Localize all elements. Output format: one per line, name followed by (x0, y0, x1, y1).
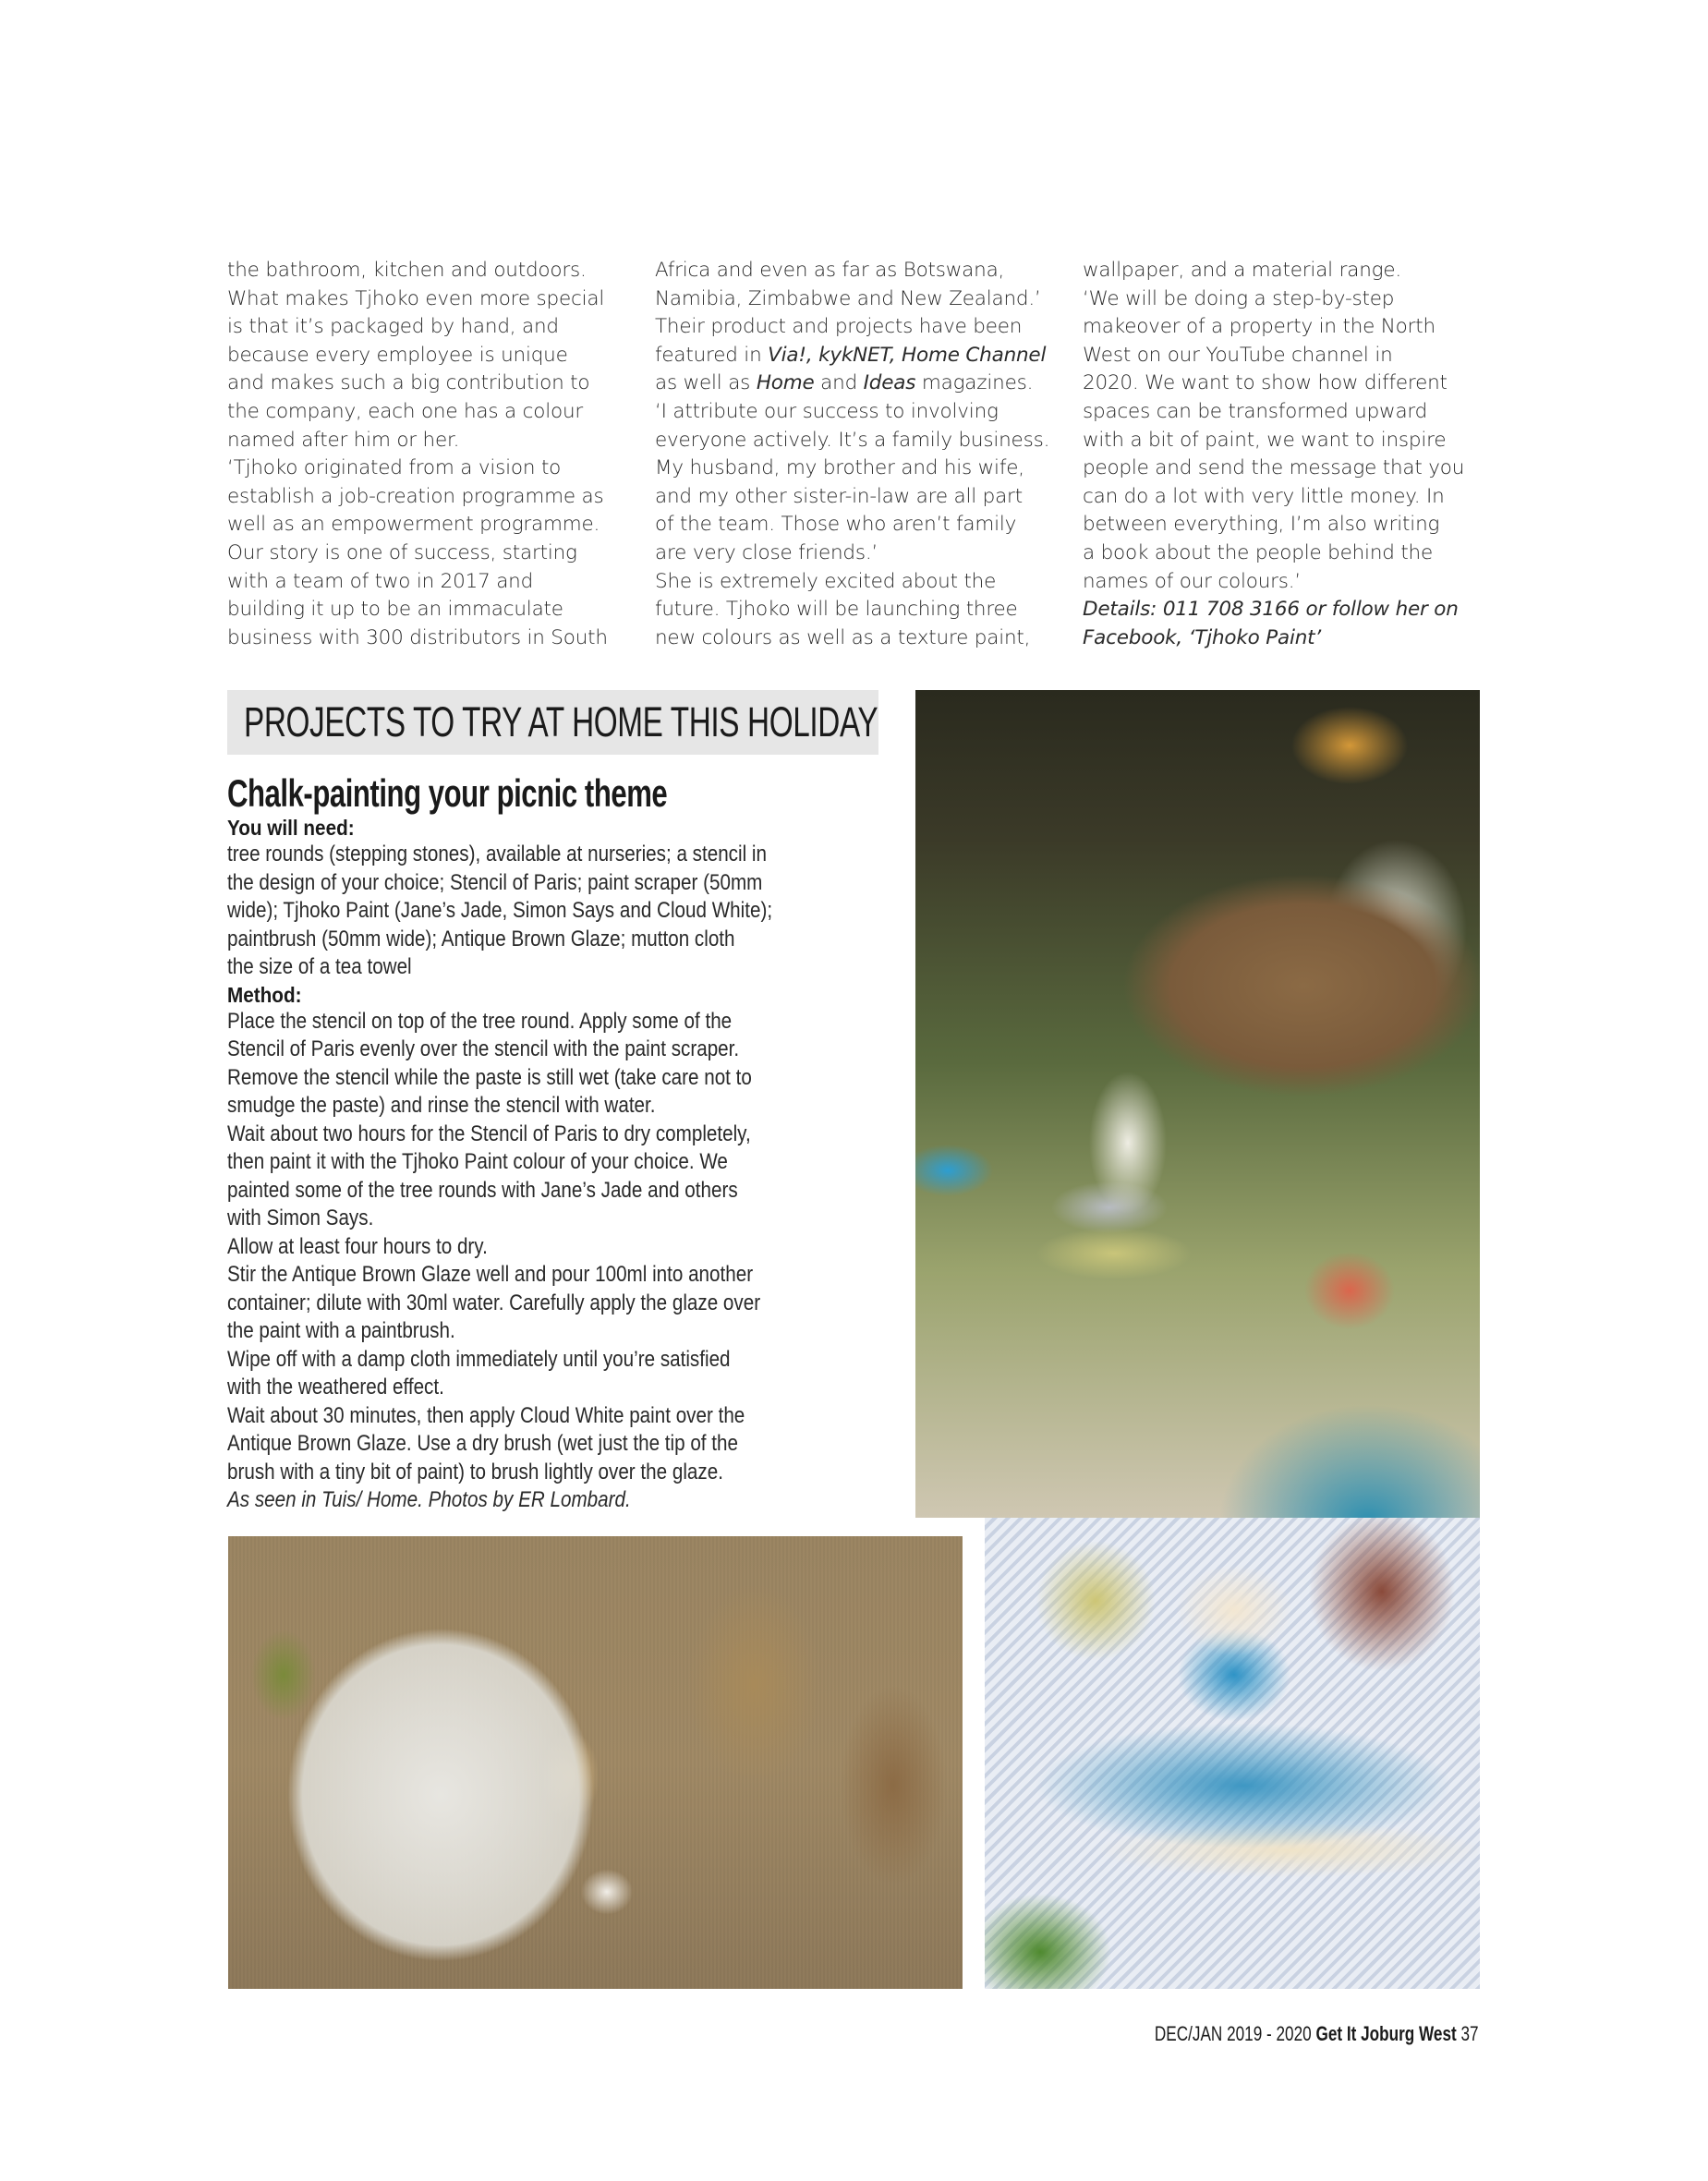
method-line: Wipe off with a damp cloth immediately until you’re satisfied (227, 1346, 731, 1372)
text-line: West on our YouTube channel in (1083, 343, 1393, 367)
needs-line: paintbrush (50mm wide); Antique Brown Glaze; mutton cloth (227, 926, 735, 951)
method-line: painted some of the tree rounds with Jane’s Jade and others (227, 1177, 738, 1203)
needs-label: You will need: (227, 816, 355, 840)
text-line: because every employee is unique (227, 343, 568, 367)
section-title: PROJECTS TO TRY AT HOME THIS HOLIDAY (244, 698, 878, 745)
text-span: featured in (655, 343, 769, 367)
text-line: future. Tjhoko will be launching three (655, 598, 1018, 622)
method-label: Method: (227, 982, 302, 1007)
method-line: Remove the stencil while the paste is still wet (take care not to (227, 1064, 752, 1090)
text-line: My husband, my brother and his wife, (655, 456, 1024, 480)
text-line: and my other sister-in-law are all part (655, 484, 1023, 508)
method-line: brush with a tiny bit of paint) to brush lightly over the glaze. (227, 1459, 723, 1484)
text-line: of the team. Those who aren’t family (655, 513, 1017, 537)
italic-media-names: Via!, kykNET, Home Channel (768, 343, 1047, 367)
italic-ideas: Ideas (863, 371, 916, 395)
text-line: with a bit of paint, we want to inspire (1083, 428, 1447, 452)
text-line: spaces can be transformed upward (1083, 399, 1428, 423)
text-line: well as an empowerment programme. (227, 513, 600, 537)
method-steps (227, 1008, 892, 1515)
text-line-magazines (655, 370, 1061, 398)
needs-line: the design of your choice; Stencil of Paris; paint scraper (50mm (227, 869, 763, 895)
method-line: Stencil of Paris evenly over the stencil with the paint scraper. (227, 1036, 740, 1061)
section-heading-bar (227, 690, 878, 755)
method-line: Wait about 30 minutes, then apply Cloud White paint over the (227, 1402, 745, 1428)
text-line: everyone actively. It’s a family business. (655, 428, 1050, 452)
italic-home: Home (756, 371, 815, 395)
method-line: Wait about two hours for the Stencil of Paris to dry completely, (227, 1121, 751, 1146)
needs-line: tree rounds (stepping stones), available at nurseries; a stencil in (227, 842, 767, 866)
picnic-photo (915, 690, 1480, 1518)
text-line: Our story is one of success, starting (227, 540, 577, 564)
picnic-photo-lower (985, 1518, 1480, 1989)
method-line: smudge the paste) and rinse the stencil with water. (227, 1093, 656, 1118)
text-line: new colours as well as a texture paint, (655, 625, 1031, 649)
text-line: Their product and projects have been (655, 315, 1023, 339)
project-recipe (227, 772, 892, 1515)
text-line: between everything, I’m also writing (1083, 513, 1440, 537)
text-line: can do a lot with very little money. In (1083, 484, 1445, 508)
contact-details: Details: 011 708 3166 or follow her on (1083, 598, 1459, 622)
text-line: She is extremely excited about the (655, 569, 997, 593)
publication-name: Get It Joburg West (1315, 2022, 1458, 2045)
method-line: Allow at least four hours to dry. (227, 1233, 488, 1259)
text-span: as well as (655, 371, 757, 395)
needs-line: the size of a tea towel (227, 954, 412, 979)
text-line: ‘We will be doing a step-by-step (1083, 286, 1395, 310)
needs-line: wide); Tjhoko Paint (Jane’s Jade, Simon Says and Cloud White); (227, 898, 773, 923)
text-line: Namibia, Zimbabwe and New Zealand.’ (655, 286, 1041, 310)
article-column-3 (1083, 257, 1489, 652)
text-line: makeover of a property in the North (1083, 315, 1435, 339)
page-number: 37 (1460, 2022, 1479, 2045)
article-column-2 (655, 257, 1061, 652)
method-line: Antique Brown Glaze. Use a dry brush (wet just the tip of the (227, 1431, 738, 1456)
text-line: ‘Tjhoko originated from a vision to (227, 456, 562, 480)
recipe-title: Chalk-painting your picnic theme (227, 771, 668, 815)
text-line: building it up to be an immaculate (227, 598, 563, 622)
photo-credit: As seen in Tuis/ Home. Photos by ER Lombard. (227, 1487, 631, 1512)
method-line: with Simon Says. (227, 1206, 374, 1230)
issue-date: DEC/JAN 2019 - 2020 (1155, 2022, 1313, 2045)
text-line: names of our colours.’ (1083, 569, 1302, 593)
text-span: and (814, 371, 864, 395)
text-line: ‘I attribute our success to involving (655, 399, 999, 423)
text-line: and makes such a big contribution to (227, 371, 590, 395)
method-line: Place the stencil on top of the tree round. Apply some of the (227, 1008, 733, 1034)
method-line: with the weathered effect. (227, 1375, 444, 1399)
article-column-1 (227, 257, 634, 652)
text-line: are very close friends.’ (655, 540, 878, 564)
text-line: establish a job-creation programme as (227, 484, 604, 508)
text-line: the bathroom, kitchen and outdoors. (227, 259, 587, 282)
needs-list (227, 841, 892, 982)
method-line: the paint with a paintbrush. (227, 1318, 455, 1343)
text-span: magazines. (915, 371, 1034, 395)
text-line: the company, each one has a colour (227, 399, 584, 423)
text-line-featured (655, 342, 1061, 370)
stencil-supplies-photo (228, 1536, 963, 1989)
text-line: people and send the message that you (1083, 456, 1465, 480)
text-line: Africa and even as far as Botswana, (655, 259, 1005, 282)
text-line: is that it’s packaged by hand, and (227, 315, 559, 339)
contact-details: Facebook, ‘Tjhoko Paint’ (1083, 625, 1322, 649)
text-line: wallpaper, and a material range. (1083, 259, 1401, 282)
page-footer (1155, 2021, 1479, 2047)
text-line: business with 300 distributors in South (227, 625, 608, 649)
text-line: named after him or her. (227, 428, 460, 452)
method-line: Stir the Antique Brown Glaze well and pour 100ml into another (227, 1262, 754, 1287)
method-line: then paint it with the Tjhoko Paint colour of your choice. We (227, 1149, 728, 1174)
method-line: container; dilute with 30ml water. Carefully apply the glaze over (227, 1290, 761, 1315)
text-line: with a team of two in 2017 and (227, 569, 534, 593)
text-line: What makes Tjhoko even more special (227, 286, 605, 310)
text-line: a book about the people behind the (1083, 540, 1434, 564)
text-line: 2020. We want to show how different (1083, 371, 1448, 395)
